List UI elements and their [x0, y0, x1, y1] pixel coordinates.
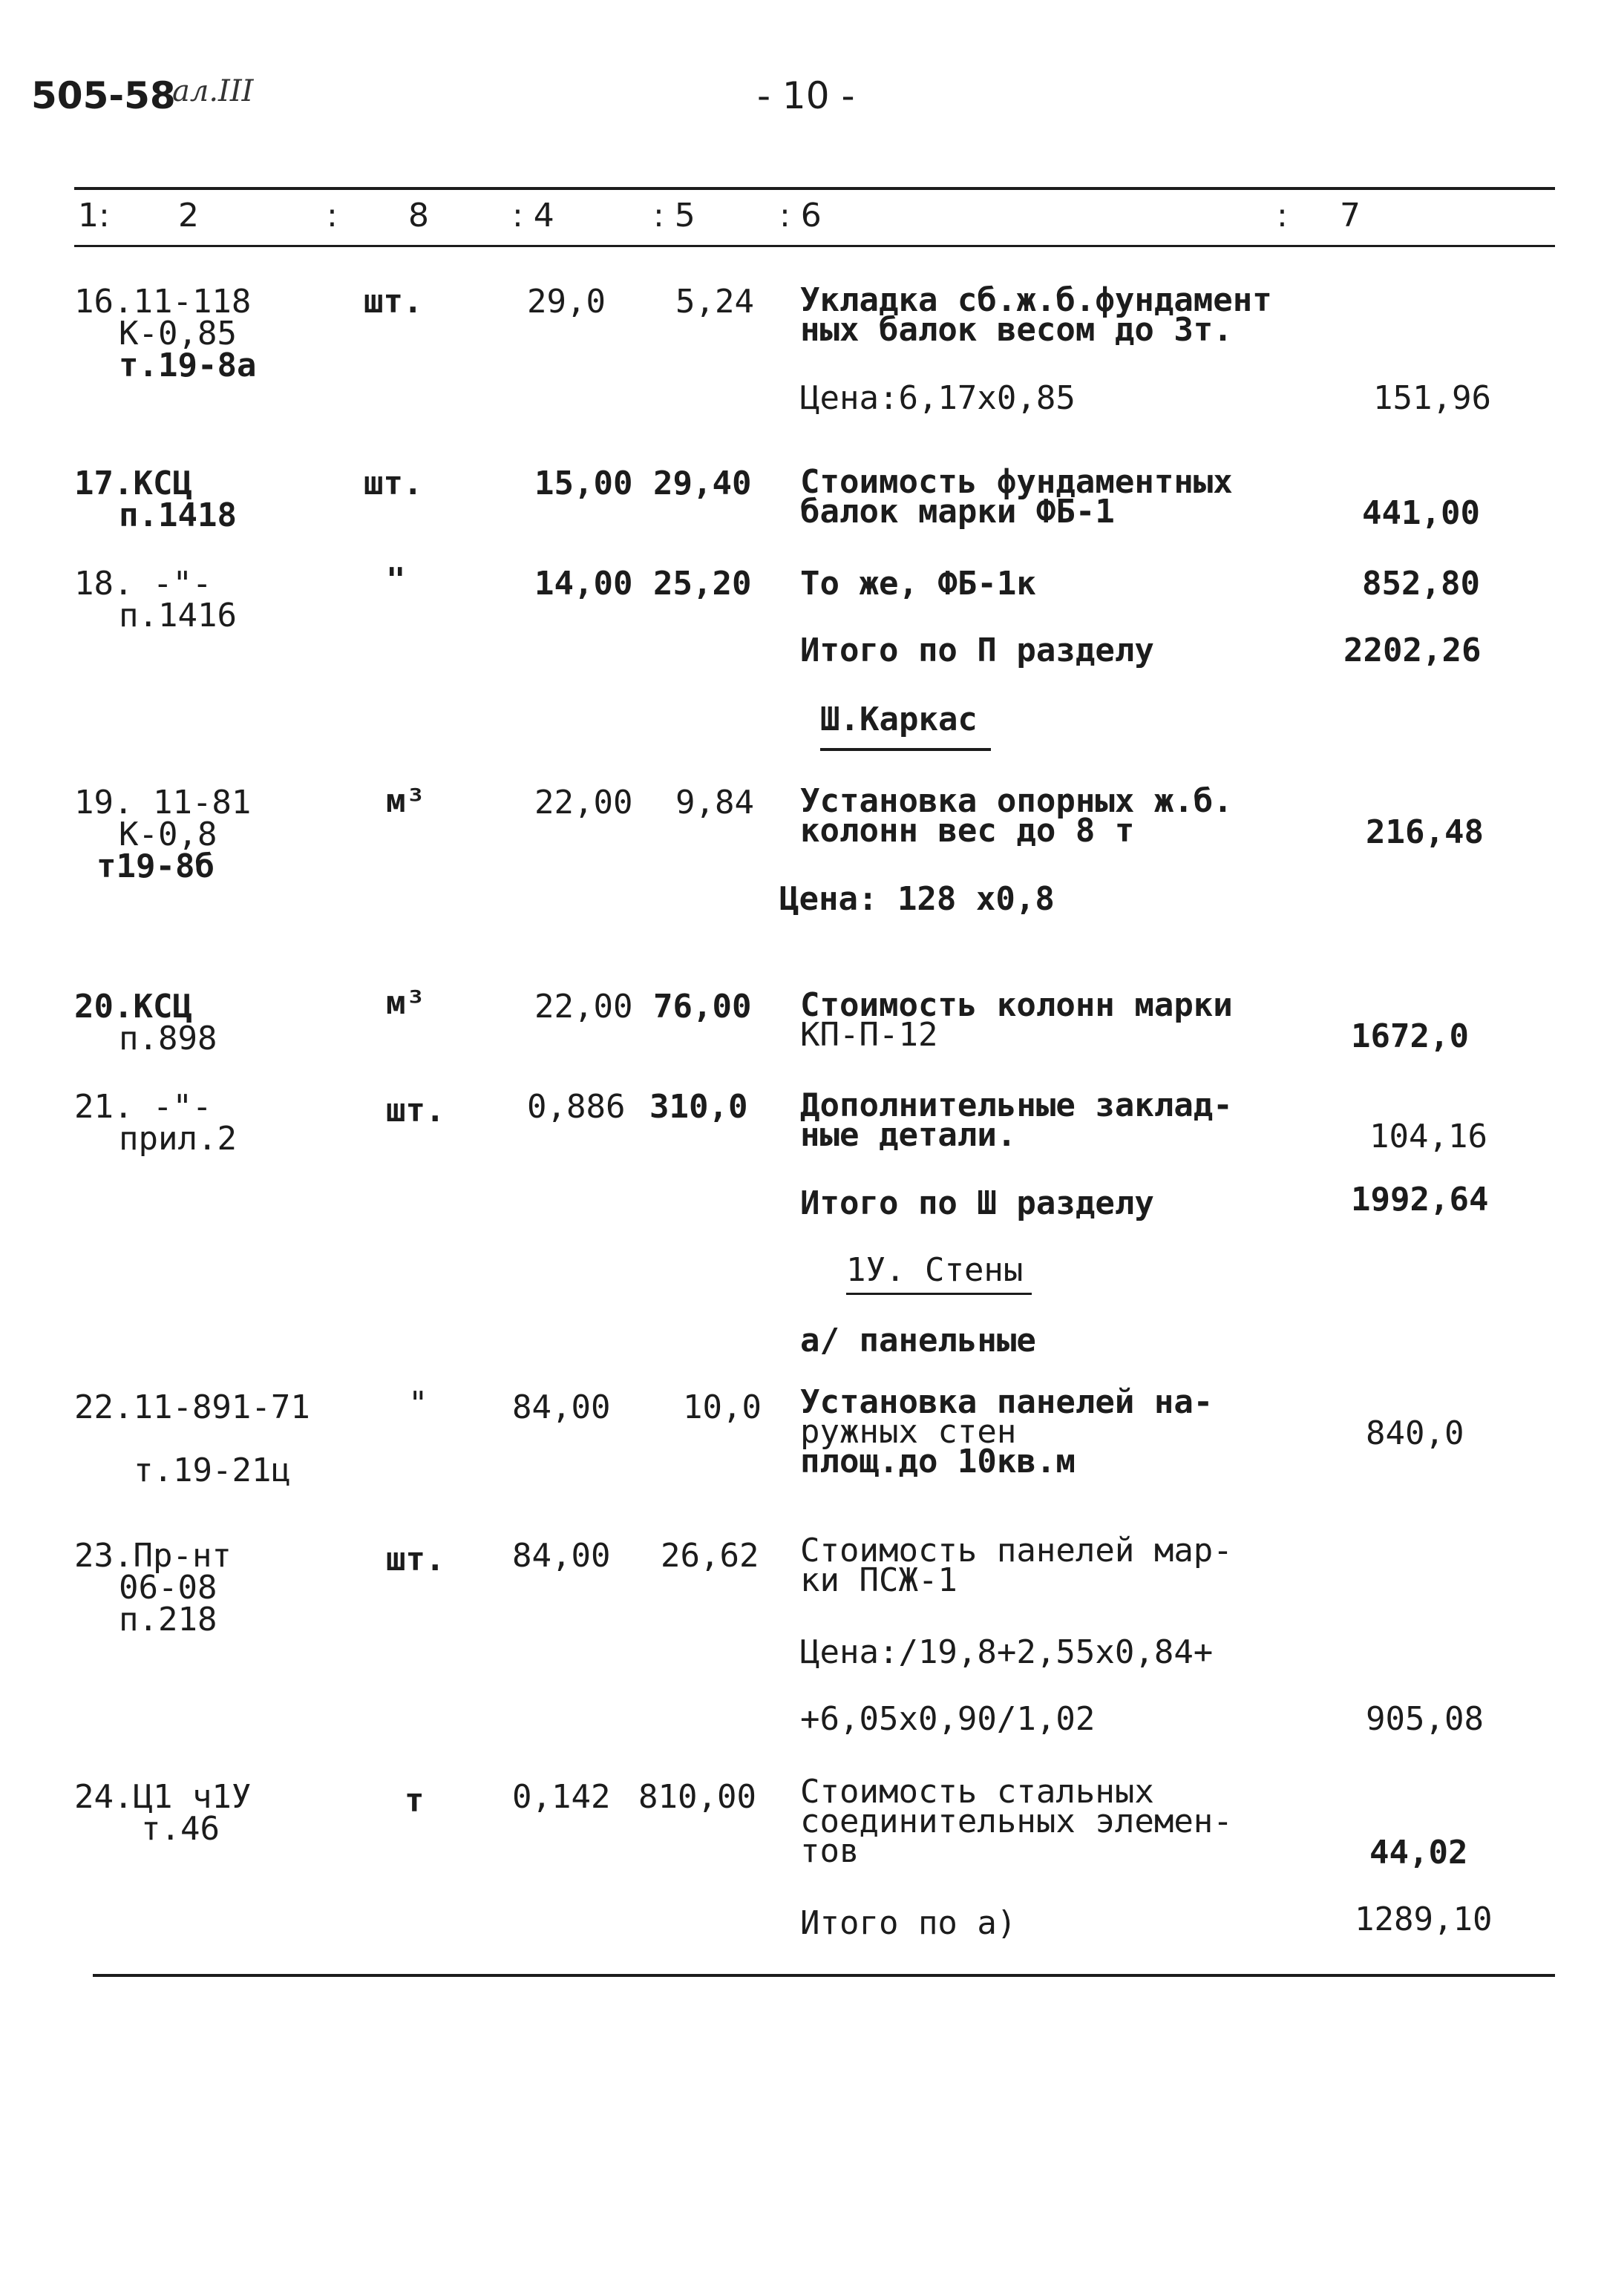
row-ref: п.898 [119, 1020, 217, 1057]
row-desc: ружных стен [800, 1413, 1017, 1451]
row-unit: " [386, 561, 406, 599]
subtotal-value: 1289,10 [1355, 1900, 1493, 1938]
row-total: 905,08 [1366, 1700, 1484, 1738]
row-unit: шт. [386, 1541, 445, 1578]
row-qty: 22,00 [534, 784, 633, 821]
row-ref: 22.11-891-71 [74, 1388, 310, 1426]
row-desc: Дополнительные заклад- [800, 1086, 1233, 1124]
row-qty: 0,142 [512, 1778, 611, 1816]
row-unit: " [408, 1385, 428, 1423]
subtotal-label: Итого по П разделу [800, 632, 1154, 669]
row-ref: 18. -"- [74, 565, 212, 603]
column-header-6: : 6 [779, 197, 822, 234]
row-qty: 22,00 [534, 988, 633, 1026]
subtotal-value: 2202,26 [1343, 632, 1482, 669]
row-total: 441,00 [1362, 494, 1480, 532]
row-total: 151,96 [1373, 379, 1491, 417]
row-qty: 84,00 [512, 1537, 611, 1575]
row-unit: м³ [386, 984, 425, 1022]
section-title-underline [820, 748, 991, 751]
row-ref: 19. 11-81 [74, 784, 252, 821]
row-desc: Стоимость колонн марки [800, 986, 1233, 1024]
subtotal-label: Итого по а) [800, 1904, 1017, 1942]
row-ref: К-0,8 [119, 816, 217, 853]
section-title: 1У. Стены [846, 1251, 1024, 1289]
row-ref: т.19-8а [119, 347, 257, 384]
row-desc: тов [800, 1832, 860, 1870]
row-price: 26,62 [661, 1537, 759, 1575]
row-ref: т19-8б [96, 847, 215, 885]
row-ref: т.46 [141, 1810, 220, 1848]
row-ref: 17.КСЦ [74, 465, 192, 502]
section-title-underline [846, 1293, 1032, 1295]
column-header-1: 1: [78, 197, 110, 234]
page-number: - 10 - [757, 74, 855, 117]
row-ref: 16.11-118 [74, 283, 252, 321]
row-desc: Стоимость панелей мар- [800, 1532, 1233, 1570]
row-price-note: Цена: 128 х0,8 [779, 880, 1055, 918]
row-desc: Установка панелей на- [800, 1383, 1214, 1421]
row-ref: К-0,85 [119, 315, 237, 352]
row-ref: 06-08 [119, 1569, 217, 1607]
row-desc: балок марки ФБ-1 [800, 493, 1115, 531]
row-price: 10,0 [683, 1388, 762, 1426]
row-desc: соединительных элемен- [800, 1803, 1233, 1840]
row-ref: п.218 [119, 1601, 217, 1639]
subsection-title: а/ панельные [800, 1322, 1036, 1359]
column-header-5: : 5 [653, 197, 695, 234]
row-ref: т.19-21ц [134, 1452, 291, 1489]
row-ref: п.1416 [119, 597, 237, 634]
row-price: 76,00 [653, 988, 752, 1026]
row-desc: Укладка сб.ж.б.фундамент [800, 281, 1272, 319]
row-desc: Установка опорных ж.б. [800, 782, 1233, 820]
row-price: 310,0 [649, 1088, 748, 1126]
row-ref: 21. -"- [74, 1088, 212, 1126]
subtotal-label: Итого по Ш разделу [800, 1184, 1154, 1222]
row-qty: 84,00 [512, 1388, 611, 1426]
row-total: 44,02 [1369, 1834, 1468, 1872]
row-total: 852,80 [1362, 565, 1480, 603]
row-total: 1672,0 [1351, 1017, 1469, 1055]
table-top-rule [74, 187, 1555, 190]
column-header-4: : 4 [512, 197, 554, 234]
row-ref: прил.2 [119, 1120, 237, 1158]
row-desc: ных балок весом до 3т. [800, 311, 1233, 349]
row-desc: колонн вес до 8 т [800, 812, 1135, 850]
row-total: 104,16 [1369, 1118, 1487, 1155]
row-total: 840,0 [1366, 1414, 1464, 1452]
row-total: 216,48 [1366, 813, 1484, 851]
column-header-2: 2 [178, 197, 199, 234]
row-price: 9,84 [675, 784, 754, 821]
row-price: 810,00 [638, 1778, 756, 1816]
section-title: Ш.Каркас [820, 701, 978, 738]
table-bottom-rule [93, 1974, 1555, 1977]
column-header-separator: : [327, 197, 338, 234]
row-unit: шт. [364, 465, 423, 502]
column-header-3: 8 [408, 197, 429, 234]
row-price: 5,24 [675, 283, 754, 321]
row-price: 25,20 [653, 565, 752, 603]
row-qty: 0,886 [527, 1088, 626, 1126]
row-unit: шт. [386, 1092, 445, 1129]
row-price: 29,40 [653, 465, 752, 502]
row-price-note: Цена:/19,8+2,55х0,84+ [800, 1633, 1214, 1671]
row-unit: шт. [364, 283, 423, 321]
row-ref: 23.Пр-нт [74, 1537, 232, 1575]
row-desc: То же, ФБ-1к [800, 565, 1036, 603]
row-qty: 15,00 [534, 465, 633, 502]
row-ref: п.1418 [119, 496, 237, 534]
row-price-note: +6,05х0,90/1,02 [800, 1700, 1096, 1738]
row-qty: 29,0 [527, 283, 606, 321]
row-desc: площ.до 10кв.м [800, 1443, 1076, 1480]
row-desc: Стоимость фундаментных [800, 463, 1233, 501]
row-ref: 20.КСЦ [74, 988, 192, 1026]
row-ref: 24.Ц1 ч1У [74, 1778, 252, 1816]
row-desc: ки ПСЖ-1 [800, 1561, 958, 1599]
subtotal-value: 1992,64 [1351, 1181, 1489, 1218]
row-desc: ные детали. [800, 1116, 1017, 1154]
row-price-note: Цена:6,17х0,85 [800, 379, 1076, 417]
row-desc: КП-П-12 [800, 1016, 938, 1054]
row-qty: 14,00 [534, 565, 633, 603]
row-desc: Стоимость стальных [800, 1773, 1154, 1811]
handwritten-annotation: ал.III [172, 74, 254, 108]
column-header-7: 7 [1340, 197, 1361, 234]
row-unit: м³ [386, 782, 425, 820]
column-header-separator: : [1277, 197, 1288, 234]
table-header-rule [74, 245, 1555, 247]
document-code: 505-58 [31, 74, 176, 117]
row-unit: т [405, 1782, 425, 1820]
